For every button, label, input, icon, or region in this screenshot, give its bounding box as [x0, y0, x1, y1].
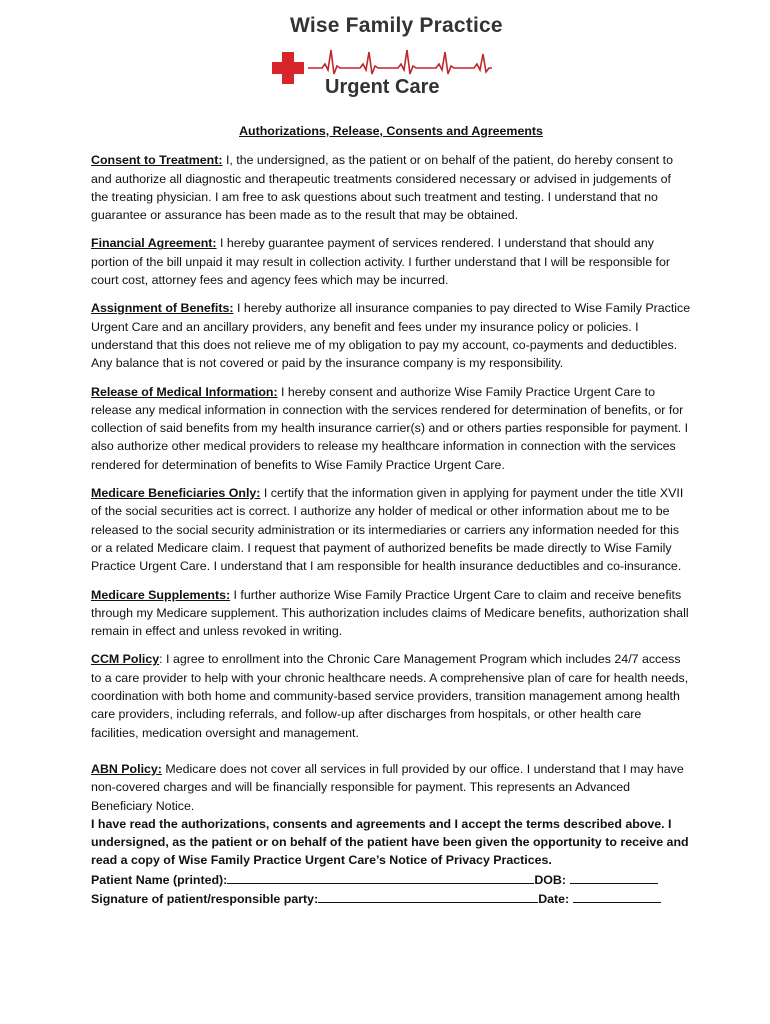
practice-logo — [270, 14, 503, 106]
date-label: Date: — [538, 891, 570, 906]
section-heading: Release of Medical Information: — [91, 384, 278, 399]
section-heading: CCM Policy — [91, 652, 160, 667]
patient-name-row — [91, 870, 691, 889]
section-heading: Consent to Treatment: — [91, 153, 223, 168]
section-text: I hereby guarantee payment of services rendered. I understand that should any portion of the bill unpaid it may result in collection activity. I further understand that I will be responsible for court cost, attorney fees and agency fees which may be incurred. — [91, 236, 670, 288]
section-heading: Medicare Beneficiaries Only: — [91, 486, 261, 501]
section-text: I further authorize Wise Family Practice Urgent Care to claim and receive benefits through my Medicare supplement. This authorization includes claims of Medicare benefits, authorization shall remain in effect and unless revoked in writing. — [91, 587, 689, 639]
medical-cross-icon — [270, 50, 306, 86]
section-assignment-of-benefits — [91, 299, 691, 372]
section-financial-agreement — [91, 234, 691, 289]
signature-field[interactable] — [318, 889, 538, 903]
document-title: Authorizations, Release, Consents and Agreements — [239, 124, 543, 138]
section-abn-policy — [91, 760, 691, 815]
section-medicare-beneficiaries-only — [91, 484, 691, 575]
signature-row — [91, 889, 691, 908]
section-heading: Assignment of Benefits: — [91, 301, 234, 316]
dob-label: DOB: — [534, 872, 566, 887]
logo-practice-name: Wise Family Practice — [290, 14, 503, 37]
section-text: : I agree to enrollment into the Chronic Care Management Program which includes 24/7 access to a care provider to help with your chronic healthcare needs. A comprehensive plan of care for health needs, coordination with both home and community-based service providers, transition management among health care providers, including referrals, and follow-up after discharges from hospitals, or other health care facilities, medication oversight and management. — [91, 652, 689, 740]
patient-name-label: Patient Name (printed): — [91, 872, 228, 887]
section-release-of-medical-information — [91, 383, 691, 474]
section-text: I, the undersigned, as the patient or on behalf of the patient, do hereby consent to and authorize all diagnostic and therapeutic treatments considered necessary or advised in judgements of the treating physician. I am free to ask questions about such treatment and testing. I understand that no guarantee or assurance has been made as to the result that may be obtained. — [91, 153, 674, 223]
patient-name-field[interactable] — [227, 870, 534, 884]
section-text: Medicare does not cover all services in full provided by our office. I understand that I may have non-covered charges and will be financially responsible for payment. This represents an Advanced Beneficiary Notice. — [91, 761, 684, 813]
section-text: I hereby authorize all insurance companies to pay directed to Wise Family Practice Urgent Care and an ancillary providers, any benefit and fees under my insurance policy or policies. I understand that this does not relieve me of my obligation to pay my account, co-payments and deductibles. Any balance that is not covered or paid by the insurance company is my responsibility. — [91, 301, 691, 371]
heartbeat-line-icon — [308, 44, 492, 80]
signature-label: Signature of patient/responsible party: — [91, 891, 319, 906]
section-heading: Medicare Supplements: — [91, 587, 231, 602]
acknowledgement-statement: I have read the authorizations, consents and agreements and I accept the terms described above. I undersigned, as the patient or on behalf of the patient have been given the opportunity to receive and read a copy of Wise Family Practice Urgent Care’s Notice of Privacy Practices. — [91, 816, 689, 868]
section-heading: Financial Agreement: — [91, 236, 217, 251]
section-text: I certify that the information given in applying for payment under the title XVII of the social securities act is correct. I authorize any holder of medical or other information about me to be released to the social security administration or its intermediaries or carriers any information needed for this or a related Medicare claim. I request that payment of authorized benefits be made directly to Wise Family Practice Urgent Care. I understand that I am responsible for health insurance deductibles and co-insurance. — [91, 486, 684, 574]
section-medicare-supplements — [91, 586, 691, 641]
dob-field[interactable] — [570, 870, 658, 884]
logo-urgent-care: Urgent Care — [325, 76, 440, 98]
date-field[interactable] — [573, 889, 661, 903]
section-heading: ABN Policy: — [91, 761, 162, 776]
section-consent-to-treatment — [91, 151, 691, 224]
section-ccm-policy — [91, 650, 691, 741]
section-text: I hereby consent and authorize Wise Family Practice Urgent Care to release any medical information in connection with the services rendered for determination of benefits, or for collection of said benefits from my health insurance carrier(s) and or others parties responsible for payment. I also authorize other medical providers to release my healthcare information in connection with the services rendered for determination of benefits to Wise Family Practice Urgent Care. — [91, 384, 689, 472]
document-body — [91, 122, 691, 908]
